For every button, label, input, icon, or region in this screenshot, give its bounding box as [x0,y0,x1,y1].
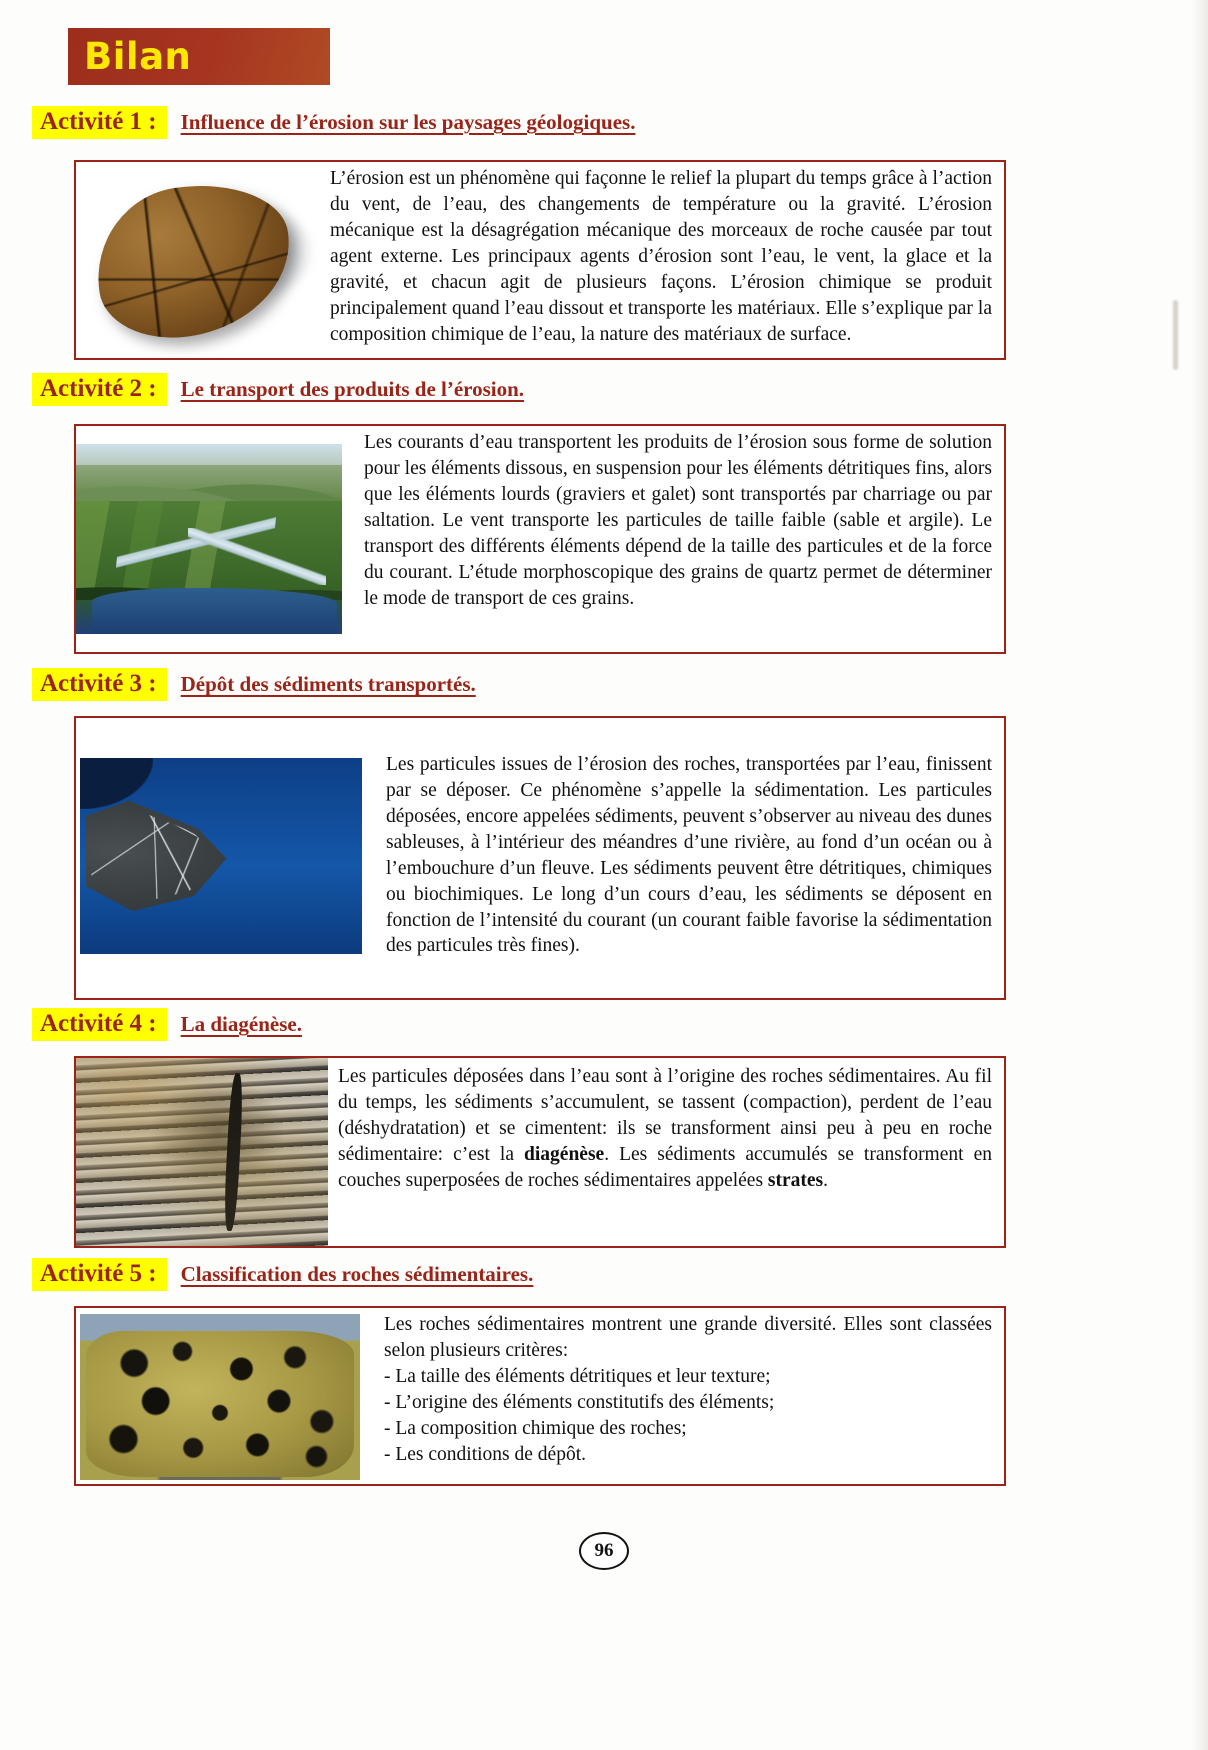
cracked-rock-photo [76,162,320,358]
activity-4-text [328,1058,1004,1198]
activity-2-paragraph: Les courants d’eau transportent les produits de l’érosion sous forme de solution pour les éléments dissous, en suspension pour les éléments détritiques fins, alors que les éléments lourds (graviers et galet) sont transportés par charriage ou par saltation. Le vent transporte les particules de taille faible (sable et argile). Le transport des différents éléments dépend de la taille des particules et de la force du courant. L’étude morphoscopique des grains de quartz permet de déterminer le mode de transport de ces grains. [364,432,992,609]
activity-4-heading [32,1008,302,1041]
activity-3-box [74,716,1006,1000]
activity-2-label: Activité 2 : [32,373,167,406]
activity-1-title: Influence de l’érosion sur les paysages géologiques. [180,110,636,134]
activity-5-bullet-2: - L’origine des éléments constitutifs des éléments; [384,1391,775,1413]
activity-1-heading [32,106,635,139]
activity-5-title: Classification des roches sédimentaires. [180,1262,534,1286]
activity-4-paragraph: Les particules déposées dans l’eau sont à l’origine des roches sédimentaires. Au fil du temps, les sédiments s’accumulent, se tassent (compaction), perdent de l’eau (déshydratation) et se cimentent: ils se transforment ainsi peu à peu en roche sédimentaire: c’est la diagénèse. Les sédiments accumulés se transforment en couches superposées de roches sédimentaires appelées strates. [338,1066,992,1191]
scan-edge-artifact [1192,0,1208,1750]
activity-5-label: Activité 5 : [32,1258,167,1291]
activity-4-label: Activité 4 : [32,1008,167,1041]
page-number: 96 [579,1532,629,1570]
activity-3-title: Dépôt des sédiments transportés. [180,672,476,696]
activity-5-bullet-4: - Les conditions de dépôt. [384,1443,586,1465]
conglomerate-rock-photo [80,1314,360,1480]
activity-1-box [74,160,1006,360]
activity-3-heading [32,668,476,701]
activity-3-text [376,718,1004,963]
activity-5-bullet-3: - La composition chimique des roches; [384,1417,687,1439]
activity-2-text [354,426,1004,615]
activity-1-paragraph: L’érosion est un phénomène qui façonne le relief la plupart du temps grâce à l’action du vent, de l’eau, des changements de température ou la gravité. L’érosion mécanique est la désagrégation mécanique des morceaux de roche causée par tout agent externe. Les principaux agents d’érosion sont l’eau, le vent, la glace et la gravité, et chacun agit de plusieurs façons. L’érosion chimique se produit principalement quand l’eau dissout et transporte les matériaux. Elle s’explique par la composition chimique de l’eau, la nature des matériaux de surface. [330,168,992,345]
activity-3-label: Activité 3 : [32,668,167,701]
activity-3-paragraph: Les particules issues de l’érosion des roches, transportées par l’eau, finissent par se déposer. Ce phénomène s’appelle la sédimentation. Les particules déposées, encore appelées sédiments, peuvent s’observer au niveau des dunes sableuses, à l’intérieur des méandres d’une rivière, au fond d’un océan ou à l’embouchure d’un fleuve. Les sédiments peuvent être détritiques, chimiques ou biochimiques. Le long d’un cours d’eau, les sédiments se déposent en fonction de l’intensité du courant (un courant faible favorise la sédimentation des particules très fines). [386,754,992,957]
activity-4-box [74,1056,1006,1248]
activity-5-intro: Les roches sédimentaires montrent une grande diversité. Elles sont classées selon plusieurs critères: [384,1314,992,1361]
sedimentary-strata-photo [76,1058,328,1246]
activity-2-heading [32,373,524,406]
activity-4-title: La diagénèse. [180,1012,302,1036]
bilan-banner [68,28,330,85]
scan-speck-artifact [1173,300,1178,370]
river-delta-photo [80,758,362,954]
activity-5-bullet-1: - La taille des éléments détritiques et leur texture; [384,1365,771,1387]
activity-2-box [74,424,1006,654]
activity-5-box [74,1306,1006,1486]
activity-2-title: Le transport des produits de l’érosion. [180,377,525,401]
river-valley-aerial-photo [76,444,342,634]
activity-5-text [374,1308,1004,1472]
activity-1-label: Activité 1 : [32,106,167,139]
activity-5-heading [32,1258,533,1291]
activity-1-text [320,162,1004,351]
bilan-title: Bilan [84,35,192,78]
